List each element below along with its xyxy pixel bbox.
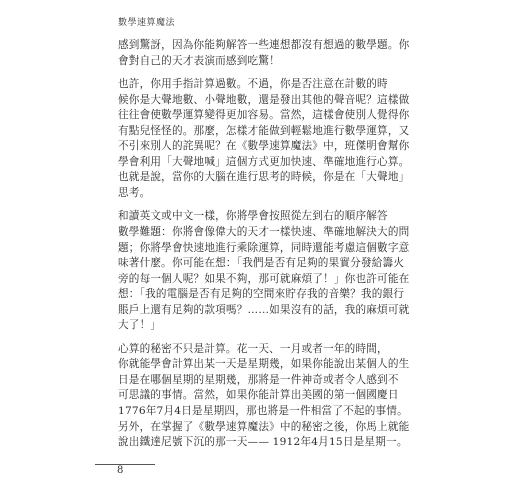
text-line: 感到驚訝，因為你能夠解答一些連想都沒有想過的數學題。你 <box>118 39 410 51</box>
text-line: 你就能學會計算出某一天是星期幾，如果你能說出某個人的生 <box>118 358 410 371</box>
body-text <box>118 38 418 451</box>
text-line: 另外，在掌握了《數學速算魔法》中的秘密之後，你馬上就能 <box>118 420 410 433</box>
text-line: 旁的每一個人呢？如果不夠，那可就麻煩了！」你也許可能在 <box>118 272 410 285</box>
paragraph <box>118 209 418 333</box>
text-line: 心算的秘密不只是計算。花一天、一月或者一年的時間， <box>118 342 388 355</box>
text-line: 大了！」 <box>118 319 162 332</box>
footer-rule <box>95 464 155 465</box>
text-line: 思考。 <box>118 186 151 199</box>
text-line: 會對自己的天才表演而感到吃驚！ <box>118 54 280 67</box>
text-line: 候你是大聲地數、小聲地數，還是發出其他的聲音呢？這樣做 <box>118 93 410 106</box>
text-line: 不引來別人的詫異呢？在《數學速算魔法》中，班傑明會幫你 <box>118 140 410 153</box>
text-line: 1776年7月4日是星期四，那也將是一件相當了不起的事情。 <box>118 405 408 418</box>
paragraph <box>118 77 418 201</box>
text-line: 往往會使數學運算變得更加容易。當然，這樣會使別人覺得你 <box>118 109 410 122</box>
text-line: 賬戶上還有足夠的款項嗎？……如果沒有的話，我的麻煩可就 <box>118 303 410 316</box>
paragraph <box>118 38 418 69</box>
text-line: 日是在哪個星期的星期幾，那將是一件神奇或者令人感到不 <box>118 373 399 386</box>
text-line: 數學難題：你將會像偉大的天才一樣快速、準確地解決大的問 <box>118 226 410 239</box>
text-line: 題；你將學會快速地進行乘除運算，同時還能考慮這個數字意 <box>118 241 410 254</box>
text-line: 說出鐵達尼號下沉的那一天—— 1912年4月15日是星期一。 <box>118 436 408 449</box>
paragraph <box>118 342 418 451</box>
text-line: 有點兒怪怪的。那麼，怎樣才能做到輕鬆地進行數學運算，又 <box>118 124 410 137</box>
text-line: 也許，你用手指計算過數。不過，你是否注意在計數的時 <box>118 78 388 91</box>
text-line: 想：「我的電腦是否有足夠的空間來貯存我的音樂？我的銀行 <box>118 288 405 301</box>
text-line: 學會利用「大聲地喊」這個方式更加快速、準確地進行心算。 <box>118 155 410 168</box>
running-header: 數學速算魔法 <box>118 18 176 28</box>
text-line: 味著什麼。你可能在想：「我們是否有足夠的果實分發給籌火 <box>118 257 405 270</box>
text-line: 也就是說，當你的大腦在進行思考的時候，你是在「大聲地」 <box>118 171 410 184</box>
page-number: 8 <box>117 465 124 476</box>
text-line: 和讀英文或中文一樣，你將學會按照從左到右的順序解答 <box>118 210 388 223</box>
text-line: 可思議的事情。當然，如果你能計算出美國的第一個國慶日 <box>118 389 399 402</box>
